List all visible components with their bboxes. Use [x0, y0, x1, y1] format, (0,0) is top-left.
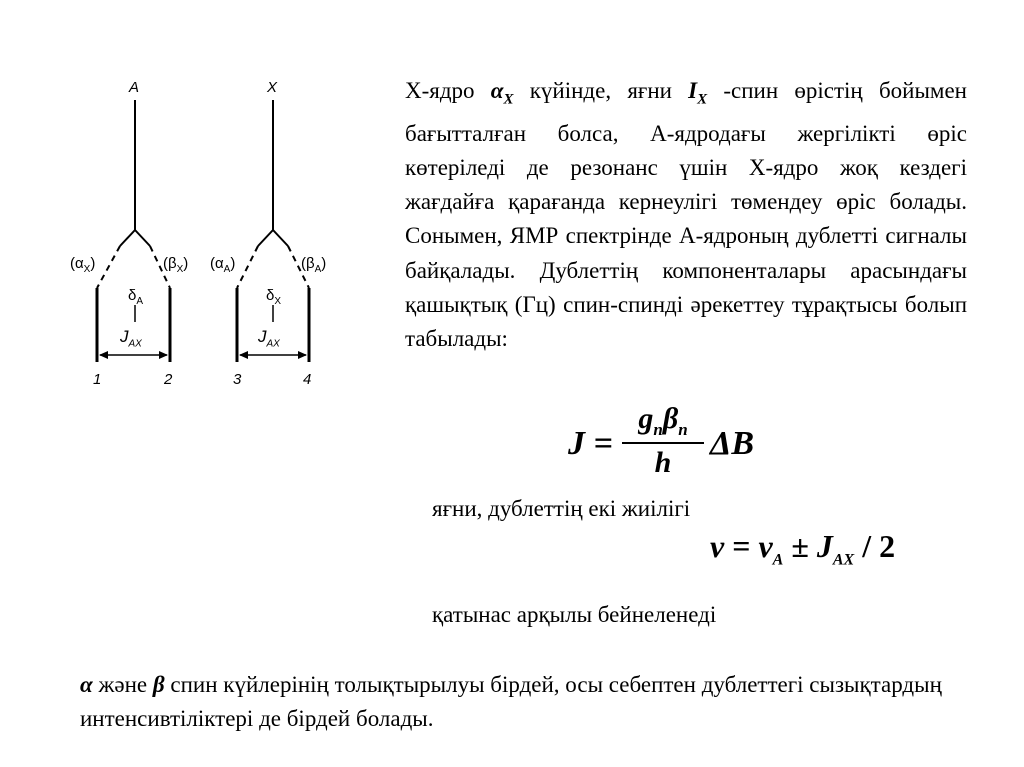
- line-number-1: 1: [93, 371, 102, 388]
- spin-alpha-a: $(\alpha_A)$: [210, 255, 236, 275]
- formula-doublet-frequencies: $\nu = \nu_A \pm J_{AX} / 2$: [710, 528, 896, 569]
- doublet-frequencies-text: яғни, дублеттің екі жиілігі: [432, 496, 691, 521]
- splitting-lines: [60, 70, 360, 400]
- spin-beta-a: $(\beta_A)$: [301, 255, 327, 275]
- line-number-3: 3: [233, 371, 242, 388]
- line-number-4: 4: [303, 371, 312, 388]
- bottom-note: α және β спин күйлерінің толықтырылуы бірдей, осы себептен дублеттегі сызықтардың интенсивтіліктері де бірдей болады.: [80, 672, 942, 731]
- formula-fraction: $g_n\beta_n$ h: [622, 402, 704, 480]
- spin-beta-x: $(\beta_X)$: [163, 255, 189, 275]
- description-paragraph: X-ядро $\alpha_X$ күйінде, яғни $I_X$ -спин өрістің бойымен бағытталған болса, А-ядродағы жергілікті өріс көтеріледі де резонанс үшін Х-ядро жоқ кездегі жағдайға қарағанда кернеулігі төмендеу өріс болады. Сонымен, ЯМР спектрінде А-ядроның дублетті сигналы байқалады. Дублеттің компоненталары арасындағы қашықтық (Гц) спин-спинді әрекеттеу тұрақтысы болып табылады:: [405, 78, 967, 352]
- delta-x: $\delta_X$: [266, 287, 282, 307]
- line-number-2: 2: [164, 371, 173, 388]
- coupling-left: $J_{AX}$: [120, 327, 142, 350]
- label-X: X: [267, 79, 278, 96]
- label-A: A: [129, 79, 140, 96]
- relation-text: қатынас арқылы бейнеленеді: [432, 602, 717, 627]
- delta-a: $\delta_A$: [128, 287, 144, 307]
- spin-alpha-x: $(\alpha_X)$: [70, 255, 96, 275]
- spin-splitting-diagram: [60, 70, 360, 400]
- coupling-right: $J_{AX}$: [258, 327, 280, 350]
